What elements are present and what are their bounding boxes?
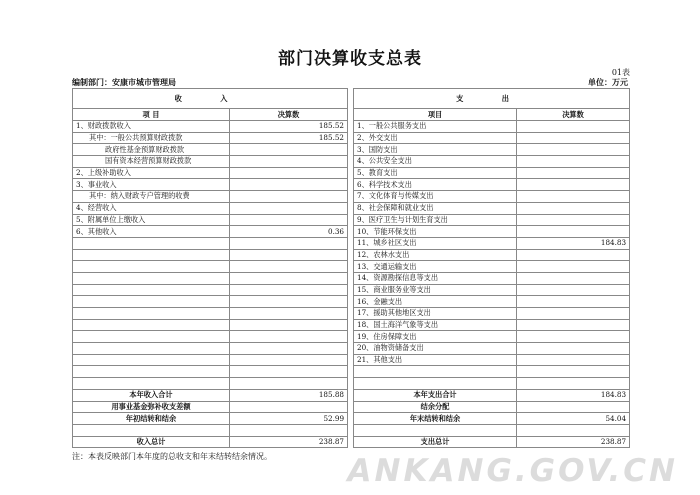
table-body — [73, 89, 630, 448]
income-total-label: 本年收入合计 — [73, 389, 230, 401]
expense-amount — [517, 296, 630, 308]
total-row — [73, 401, 630, 413]
income-item: 4、经营收入 — [73, 202, 230, 214]
expense-amount — [517, 343, 630, 355]
income-amount — [230, 319, 348, 331]
expense-item: 11、城乡社区支出 — [354, 237, 517, 249]
expense-item: 16、金融支出 — [354, 296, 517, 308]
expense-total-amount: 184.83 — [517, 389, 630, 401]
expense-total-amount — [517, 424, 630, 436]
expense-item: 12、农林水支出 — [354, 249, 517, 261]
income-total-amount — [230, 401, 348, 413]
table-row — [73, 214, 630, 226]
expense-item: 20、油物资储备支出 — [354, 343, 517, 355]
income-amount — [230, 261, 348, 273]
income-amount — [230, 179, 348, 191]
income-item — [73, 331, 230, 343]
income-total-label — [73, 424, 230, 436]
expense-item: 13、交通运输支出 — [354, 261, 517, 273]
table-row — [73, 226, 630, 238]
budget-table — [72, 88, 630, 448]
income-amount — [230, 191, 348, 203]
table-row — [73, 366, 630, 378]
expense-total-label: 结余分配 — [354, 401, 517, 413]
income-total-label: 收入总计 — [73, 436, 230, 448]
income-amount — [230, 354, 348, 366]
table-row — [73, 156, 630, 168]
income-amount — [230, 202, 348, 214]
expense-amount — [517, 156, 630, 168]
expense-item: 14、资源勘探信息等支出 — [354, 272, 517, 284]
income-total-amount: 185.88 — [230, 389, 348, 401]
col-header-amount-expense: 决算数 — [517, 109, 630, 121]
table-row — [73, 191, 630, 203]
table-row — [73, 354, 630, 366]
expense-item: 15、商业服务业等支出 — [354, 284, 517, 296]
expense-item: 21、其他支出 — [354, 354, 517, 366]
expense-amount — [517, 226, 630, 238]
footnote: 注：本表反映部门本年度的总收支和年末结转结余情况。 — [72, 452, 272, 461]
income-item — [73, 366, 230, 378]
expense-amount — [517, 202, 630, 214]
income-amount — [230, 167, 348, 179]
table-row — [73, 272, 630, 284]
expense-amount — [517, 132, 630, 144]
income-amount — [230, 156, 348, 168]
income-amount: 0.36 — [230, 226, 348, 238]
expense-item: 1、一般公共服务支出 — [354, 121, 517, 133]
income-item — [73, 308, 230, 320]
total-row — [73, 389, 630, 401]
income-item — [73, 284, 230, 296]
expense-amount — [517, 191, 630, 203]
expense-item: 19、住房保障支出 — [354, 331, 517, 343]
income-total-amount: 52.99 — [230, 413, 348, 425]
expense-total-amount: 54.04 — [517, 413, 630, 425]
income-item — [73, 378, 230, 390]
table-row — [73, 167, 630, 179]
expense-amount — [517, 319, 630, 331]
expense-item: 9、医疗卫生与计划生育支出 — [354, 214, 517, 226]
income-amount: 185.52 — [230, 121, 348, 133]
expense-total-amount: 238.87 — [517, 436, 630, 448]
column-header-row — [73, 109, 630, 121]
total-row — [73, 436, 630, 448]
table-row — [73, 261, 630, 273]
expense-total-amount — [517, 401, 630, 413]
expense-total-label: 本年支出合计 — [354, 389, 517, 401]
expense-item: 7、文化体育与传媒支出 — [354, 191, 517, 203]
table-row — [73, 121, 630, 133]
income-item: 政府性基金预算财政拨款 — [73, 144, 230, 156]
expense-item: 4、公共安全支出 — [354, 156, 517, 168]
income-amount — [230, 237, 348, 249]
income-section-header: 收 入 — [73, 89, 348, 109]
income-item: 1、财政拨款收入 — [73, 121, 230, 133]
income-amount: 185.52 — [230, 132, 348, 144]
expense-total-label: 年末结转和结余 — [354, 413, 517, 425]
expense-item: 17、援助其他地区支出 — [354, 308, 517, 320]
expense-item: 10、节能环保支出 — [354, 226, 517, 238]
expense-amount — [517, 354, 630, 366]
expense-item — [354, 378, 517, 390]
income-item: 3、事业收入 — [73, 179, 230, 191]
expense-item: 6、科学技术支出 — [354, 179, 517, 191]
income-amount — [230, 249, 348, 261]
expense-amount — [517, 272, 630, 284]
expense-amount — [517, 121, 630, 133]
col-header-amount: 决算数 — [230, 109, 348, 121]
income-amount — [230, 272, 348, 284]
income-item — [73, 354, 230, 366]
expense-amount — [517, 249, 630, 261]
col-header-item-expense: 项目 — [354, 109, 517, 121]
table-row — [73, 179, 630, 191]
income-item: 6、其他收入 — [73, 226, 230, 238]
expense-amount — [517, 366, 630, 378]
expense-total-label: 支出总计 — [354, 436, 517, 448]
site-watermark: ANKANG.GOV.CN — [347, 453, 678, 489]
page-title: 部门决算收支总表 — [278, 49, 422, 69]
income-amount — [230, 331, 348, 343]
income-item: 其中：纳入财政专户管理的收费 — [73, 191, 230, 203]
income-total-label: 年初结转和结余 — [73, 413, 230, 425]
income-amount — [230, 144, 348, 156]
total-row — [73, 424, 630, 436]
income-amount — [230, 366, 348, 378]
income-item — [73, 272, 230, 284]
expense-amount — [517, 144, 630, 156]
expense-section-header: 支 出 — [354, 89, 630, 109]
expense-amount: 184.83 — [517, 237, 630, 249]
table-row — [73, 319, 630, 331]
income-item — [73, 249, 230, 261]
expense-total-label — [354, 424, 517, 436]
col-header-item: 项 目 — [73, 109, 230, 121]
table-row — [73, 284, 630, 296]
income-item — [73, 296, 230, 308]
expense-amount — [517, 331, 630, 343]
form-number: 01表 — [611, 68, 630, 77]
expense-item: 18、国土海洋气象等支出 — [354, 319, 517, 331]
income-item: 国有资本经营预算财政拨款 — [73, 156, 230, 168]
expense-item: 2、外交支出 — [354, 132, 517, 144]
income-total-label: 用事业基金弥补收支差额 — [73, 401, 230, 413]
expense-amount — [517, 167, 630, 179]
income-item — [73, 261, 230, 273]
table-row — [73, 132, 630, 144]
income-item: 其中：一般公共预算财政拨款 — [73, 132, 230, 144]
income-amount — [230, 214, 348, 226]
income-amount — [230, 343, 348, 355]
total-row — [73, 413, 630, 425]
income-amount — [230, 378, 348, 390]
expense-item — [354, 366, 517, 378]
expense-amount — [517, 308, 630, 320]
table-row — [73, 308, 630, 320]
expense-amount — [517, 214, 630, 226]
expense-item: 8、社会保障和就业支出 — [354, 202, 517, 214]
expense-item: 5、教育支出 — [354, 167, 517, 179]
table-row — [73, 144, 630, 156]
income-amount — [230, 296, 348, 308]
income-total-amount: 238.87 — [230, 436, 348, 448]
expense-amount — [517, 378, 630, 390]
income-total-amount — [230, 424, 348, 436]
income-item — [73, 237, 230, 249]
table-row — [73, 331, 630, 343]
table-row — [73, 249, 630, 261]
table-row — [73, 296, 630, 308]
section-header-row — [73, 89, 630, 109]
table-row — [73, 202, 630, 214]
income-item — [73, 343, 230, 355]
income-item: 2、上级补助收入 — [73, 167, 230, 179]
income-item: 5、附属单位上缴收入 — [73, 214, 230, 226]
table-row — [73, 378, 630, 390]
table-row — [73, 343, 630, 355]
income-item — [73, 319, 230, 331]
expense-amount — [517, 284, 630, 296]
income-amount — [230, 284, 348, 296]
unit-name: 编制部门：安康市城市管理局 — [72, 77, 176, 87]
income-amount — [230, 308, 348, 320]
expense-amount — [517, 261, 630, 273]
table-row — [73, 237, 630, 249]
expense-amount — [517, 179, 630, 191]
currency-unit: 单位：万元 — [588, 77, 628, 87]
expense-item: 3、国防支出 — [354, 144, 517, 156]
